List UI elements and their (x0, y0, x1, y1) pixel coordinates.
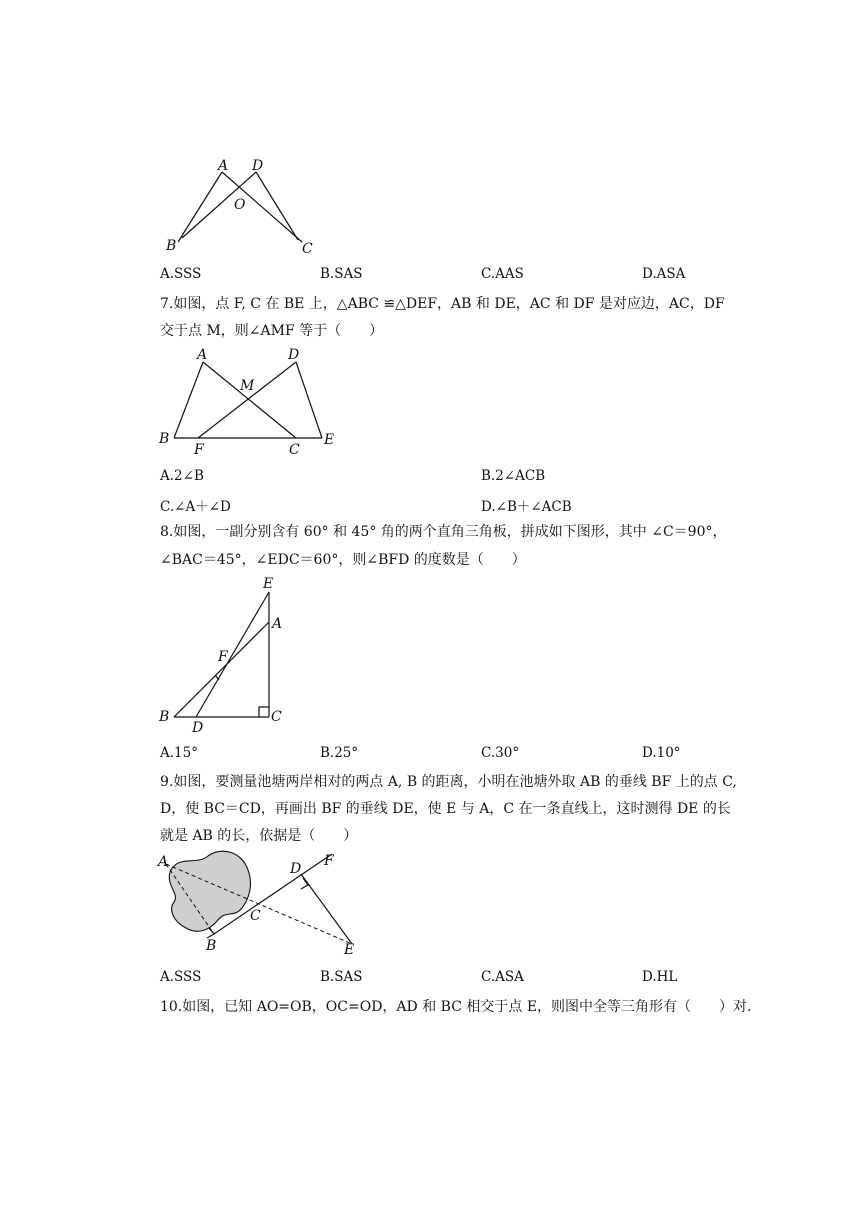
q6-label-A: A (218, 158, 229, 174)
q9-figure (156, 848, 371, 963)
q8-label-E: E (263, 576, 274, 592)
q7-figure (156, 344, 346, 459)
q9-label-C: C (250, 908, 261, 924)
q8-label-F: F (218, 649, 228, 665)
q9-stem-line3: 就是 AB 的长，依据是（ ） (160, 828, 358, 844)
q9-pond-shape (169, 851, 250, 931)
q6-label-C: C (302, 241, 313, 257)
q8-option-d: D.10° (642, 745, 681, 761)
q6-option-d: D.ASA (642, 266, 686, 282)
q9-option-a: A.SSS (160, 969, 202, 985)
q7-label-B: B (159, 431, 170, 447)
q6-figure (160, 150, 330, 260)
q8-label-A: A (272, 616, 283, 632)
q9-label-F: F (324, 853, 334, 869)
q6-option-c: C.AAS (481, 266, 524, 282)
q9-option-c: C.ASA (481, 969, 524, 985)
q6-option-a: A.SSS (160, 266, 202, 282)
q7-label-M: M (240, 378, 255, 394)
q9-option-d: D.HL (642, 969, 678, 985)
q7-label-F: F (194, 442, 204, 458)
q6-option-b: B.SAS (320, 266, 363, 282)
q8-option-b: B.25° (320, 745, 359, 761)
q6-label-O: O (234, 197, 246, 213)
q7-label-D: D (288, 347, 300, 363)
q7-option-a: A.2∠B (160, 468, 204, 484)
q6-label-B: B (166, 238, 177, 254)
q8-option-a: A.15° (160, 745, 198, 761)
q9-label-B: B (206, 938, 217, 954)
q7-label-C: C (289, 442, 300, 458)
q7-option-b: B.2∠ACB (481, 468, 546, 484)
q9-label-D: D (290, 861, 302, 877)
q10-stem-line1: 10.如图，已知 AO=OB，OC=OD，AD 和 BC 相交于点 E，则图中全等三角形有（ ）对. (160, 999, 752, 1015)
q7-option-c: C.∠A＋∠D (160, 499, 231, 515)
q7-label-E: E (324, 432, 335, 448)
q9-option-b: B.SAS (320, 969, 363, 985)
q8-label-B: B (159, 709, 170, 725)
q7-stem-line1: 7.如图，点 F, C 在 BE 上，△ABC ≌△DEF，AB 和 DE，AC 和 DF 是对应边，AC，DF (160, 296, 725, 312)
q6-label-D: D (252, 158, 264, 174)
q8-label-D: D (192, 720, 204, 736)
q7-label-A: A (197, 347, 208, 363)
q8-label-C: C (271, 709, 282, 725)
q9-label-E: E (344, 942, 355, 958)
q8-stem-line2: ∠BAC＝45°，∠EDC＝60°，则∠BFD 的度数是（ ） (160, 552, 526, 568)
q8-figure (156, 572, 296, 737)
q9-stem-line2: D，使 BC＝CD，再画出 BF 的垂线 DE，使 E 与 A，C 在一条直线上，这时测得 DE 的长 (160, 801, 731, 817)
q9-stem-line1: 9.如图，要测量池塘两岸相对的两点 A, B 的距离，小明在池塘外取 AB 的垂线 BF 上的点 C, (160, 774, 737, 790)
q8-option-c: C.30° (481, 745, 520, 761)
q7-stem-line2: 交于点 M，则∠AMF 等于（ ） (160, 323, 384, 339)
q9-label-A: A (158, 854, 169, 870)
q8-stem-line1: 8.如图，一副分别含有 60° 和 45° 角的两个直角三角板，拼成如下图形，其中 ∠C＝90°， (160, 524, 727, 540)
q7-option-d: D.∠B＋∠ACB (481, 499, 572, 515)
